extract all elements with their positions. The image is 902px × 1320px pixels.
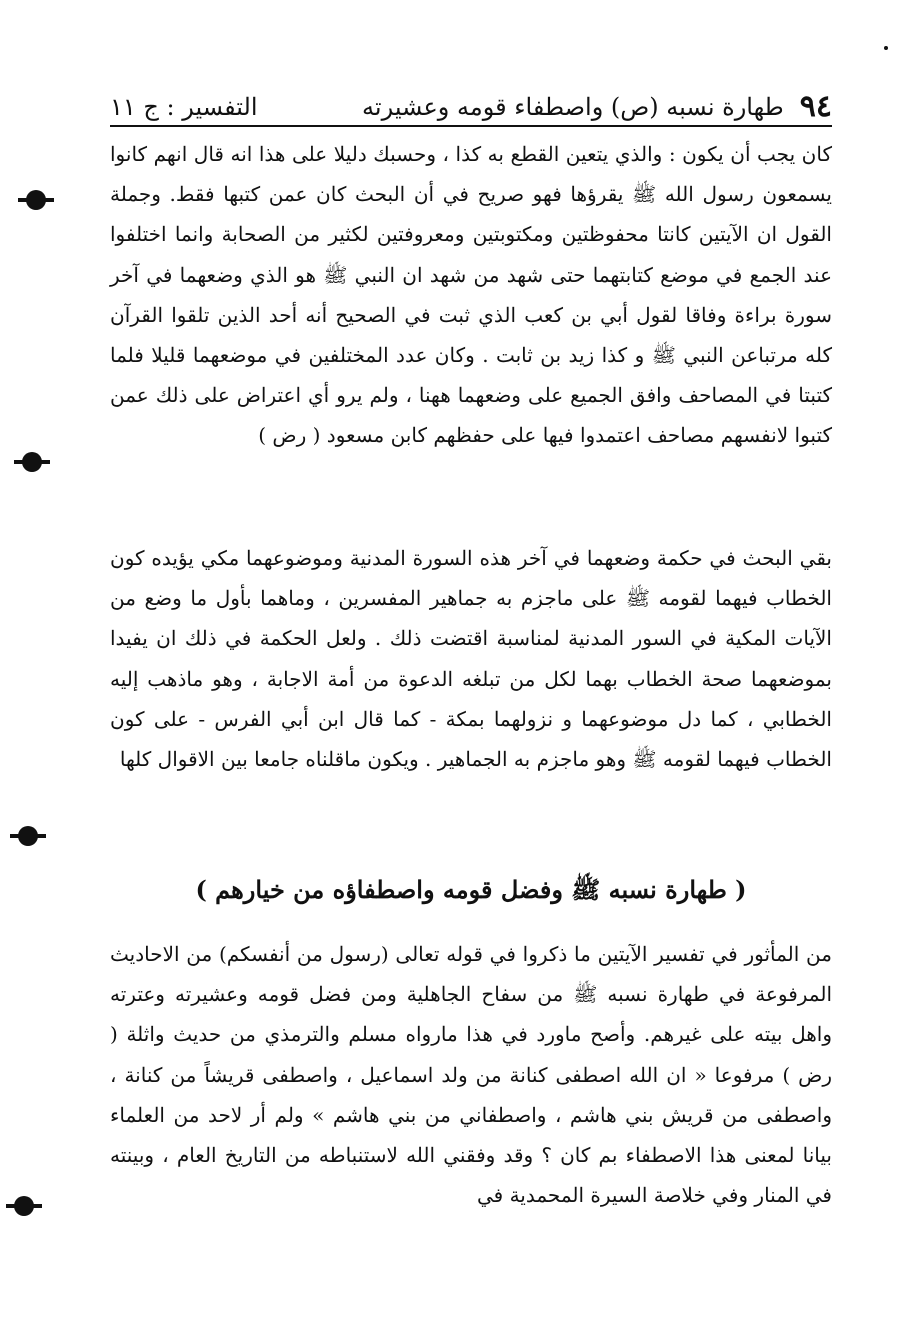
paragraph-3: من المأثور في تفسير الآيتين ما ذكروا في قوله تعالى (رسول من أنفسكم) من الاحاديث المرفوعة في طهارة نسبه ﷺ من سفاح الجاهلية ومن فضل قومه وعشيرته وعترته واهل بيته على غيرهم. وأصح ماورد في هذا مارواه مسلم والترمذي من حديث واثلة ( رض ) مرفوعا « ان الله اصطفى كنانة من ولد اسماعيل ، واصطفى قريشاً من كنانة ، واصطفى من قريش بني هاشم ، واصطفاني من بني هاشم » ولم أر لاحد من العلماء بيانا لمعنى هذا الاصطفاء بم كان ؟ وقد وفقني الله لاستنباطه من التاريخ العام ، وبينته في المنار وفي خلاصة السيرة المحمدية في (110, 942, 833, 1208)
margin-mark (14, 1196, 34, 1216)
header-rule (110, 125, 832, 127)
margin-mark (18, 826, 38, 846)
margin-mark (22, 452, 42, 472)
volume-label: التفسير : ج ١١ (110, 93, 258, 121)
scan-speck (884, 46, 888, 50)
margin-mark (26, 190, 46, 210)
page-header (110, 78, 832, 122)
paragraph-2: بقي البحث في حكمة وضعهما في آخر هذه السورة المدنية وموضوعهما مكي يؤيده كون الخطاب فيهما لقومه ﷺ على ماجزم به جماهير المفسرين ، وماهما بأول ما وضع من الآيات المكية في السور المدنية لمناسبة اقتضت ذلك . ولعل الحكمة في ذلك ان يفيدا بموضعهما صحة الخطاب بهما لكل من تبلغه الدعوة من أمة الاجابة ، وهو ماذهب إليه الخطابي ، كما دل موضوعهما و نزولهما بمكة - كما قال ابن أبي الفرس - على كون الخطاب فيهما لقومه ﷺ وهو ماجزم به الجماهير . ويكون ماقلناه جامعا بين الاقوال كلها (110, 546, 832, 772)
section-heading: ( طهارة نسبه ﷺ وفضل قومه واصطفاؤه من خيارهم ) (195, 875, 747, 904)
running-title: طهارة نسبه (ص) واصطفاء قومه وعشيرته (362, 93, 784, 121)
paragraph-1: كان يجب أن يكون : والذي يتعين القطع به كذا ، وحسبك دليلا على هذا انه قال انهم كانوا يسمعون رسول الله ﷺ يقرؤها فهو صريح في أن البحث كان عمن كتبها فقط. وجملة القول ان الآيتين كانتا محفوظتين ومكتوبتين ومعروفتين لكثير من الصحابة وانما اختلفوا عند الجمع في موضع كتابتهما حتى شهد من شهد ان النبي ﷺ هو الذي وضعهما في آخر سورة براءة وفاقا لقول أبي بن كعب الذي ثبت في الصحيح أنه أحد الذين تلقوا القرآن كله مرتباعن النبي ﷺ و كذا زيد بن ثابت . وكان عدد المختلفين في موضعهما قليلا فلما كتبتا في المصاحف وافق الجميع على وضعهما ههنا ، ولم يرو أي اعتراض على ذلك عمن كتبوا لانفسهم مصاحف اعتمدوا فيها على حفظهم كابن مسعود ( رض ) (110, 142, 833, 448)
page-number: ٩٤ (799, 89, 832, 124)
